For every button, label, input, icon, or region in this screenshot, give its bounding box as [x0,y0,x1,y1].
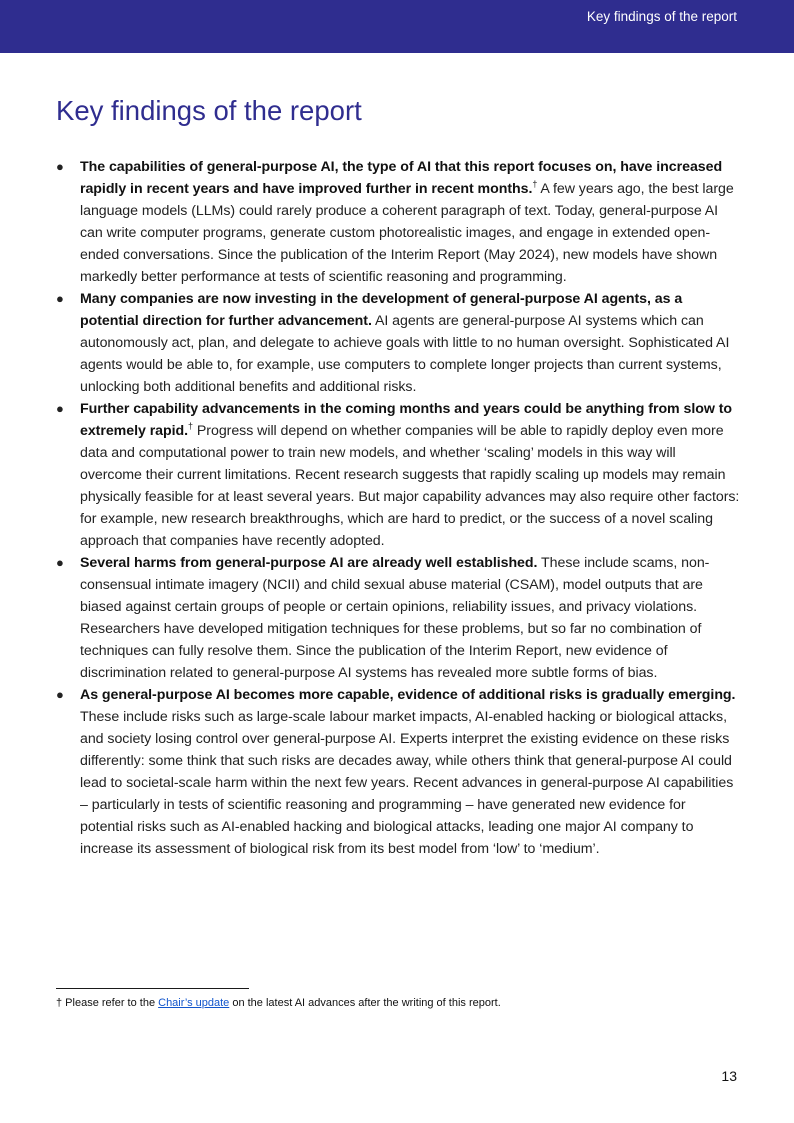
dagger-mark: † [188,421,193,431]
bullet-icon: ● [56,291,64,306]
finding-text: A few years ago, the best large language models (LLMs) could rarely produce a coherent paragraph of text. Today, general-purpose AI can write computer programs, generate custom photorealistic images, and engage in extended open-ended conversations. Since the publication of the Interim Report (May 2024), new models have shown markedly better performance at tests of scientific reasoning and programming. [80,181,734,285]
finding-heading: As general-purpose AI becomes more capable, evidence of additional risks is gradually emerging. [80,687,736,703]
footnote-mark: † [56,997,63,1009]
footnote-divider [56,988,249,989]
finding-heading: Many companies are now investing in the development of general-purpose AI agents, as a potential direction for further advancement. [80,291,683,329]
list-item [0,552,740,684]
finding-text: These include risks such as large-scale labour market impacts, AI-enabled hacking or biological attacks, and society losing control over general-purpose AI. Experts interpret the existing evidence on these risks differently: some think that such risks are decades away, while others think that general-purpose AI could lead to societal-scale harm within the next few years. Recent advances in general-purpose AI capabilities – particularly in tests of scientific reasoning and programming – have generated new evidence for potential risks such as AI-enabled hacking and biological attacks, leading one major AI company to increase its assessment of biological risk from its best model from ‘low’ to ‘medium’. [80,709,734,857]
footnote-text-before: Please refer to the [62,997,159,1009]
dagger-mark: † [532,179,538,189]
page-title: Key findings of the report [56,95,362,126]
bullet-icon: ● [56,687,64,702]
bullet-icon: ● [56,159,64,174]
page-number: 13 [721,1068,737,1084]
finding-heading: Further capability advancements in the coming months and years could be anything from slow to extremely rapid. [80,401,733,439]
footnote-text-after: on the latest AI advances after the writing of this report. [229,997,501,1009]
list-item [0,684,740,860]
finding-text: These include scams, non-consensual intimate imagery (NCII) and child sexual abuse material (CSAM), model outputs that are biased against certain groups of people or certain opinions, reliability issues, and privacy violations. Researchers have developed mitigation techniques for these problems, but so far no combination of techniques can fully resolve them. Since the publication of the Interim Report, new evidence of discrimination related to general-purpose AI systems has revealed more subtle forms of bias. [80,555,710,681]
key-findings-list [0,156,794,860]
finding-text: Progress will depend on whether companies will be able to rapidly deploy even more data and computational power to train new models, and whether ‘scaling’ models in this way will overcome their current limitations. Recent research suggests that rapidly scaling up models may remain physically feasible for at least several years. But major capability advances may also require other factors: for example, new research breakthroughs, which are hard to predict, or the success of a novel scaling approach that companies have recently adopted. [80,423,740,549]
finding-text: AI agents are general-purpose AI systems which can autonomously act, plan, and delegate to achieve goals with little to no human oversight. Sophisticated AI agents would be able to, for example, use computers to complete longer projects than current systems, unlocking both additional benefits and additional risks. [80,313,730,395]
finding-heading: Several harms from general-purpose AI are already well established. [80,555,538,571]
list-item [0,398,740,552]
finding-heading: The capabilities of general-purpose AI, the type of AI that this report focuses on, have increased rapidly in recent years and have improved further in recent months. [80,159,723,197]
chairs-update-link[interactable]: Chair’s update [158,997,230,1009]
running-title: Key findings of the report [586,9,737,24]
footnote [56,997,501,1009]
bullet-icon: ● [56,555,64,570]
bullet-icon: ● [56,401,64,416]
header-bar [0,0,794,53]
list-item [0,288,740,398]
list-item [0,156,740,288]
